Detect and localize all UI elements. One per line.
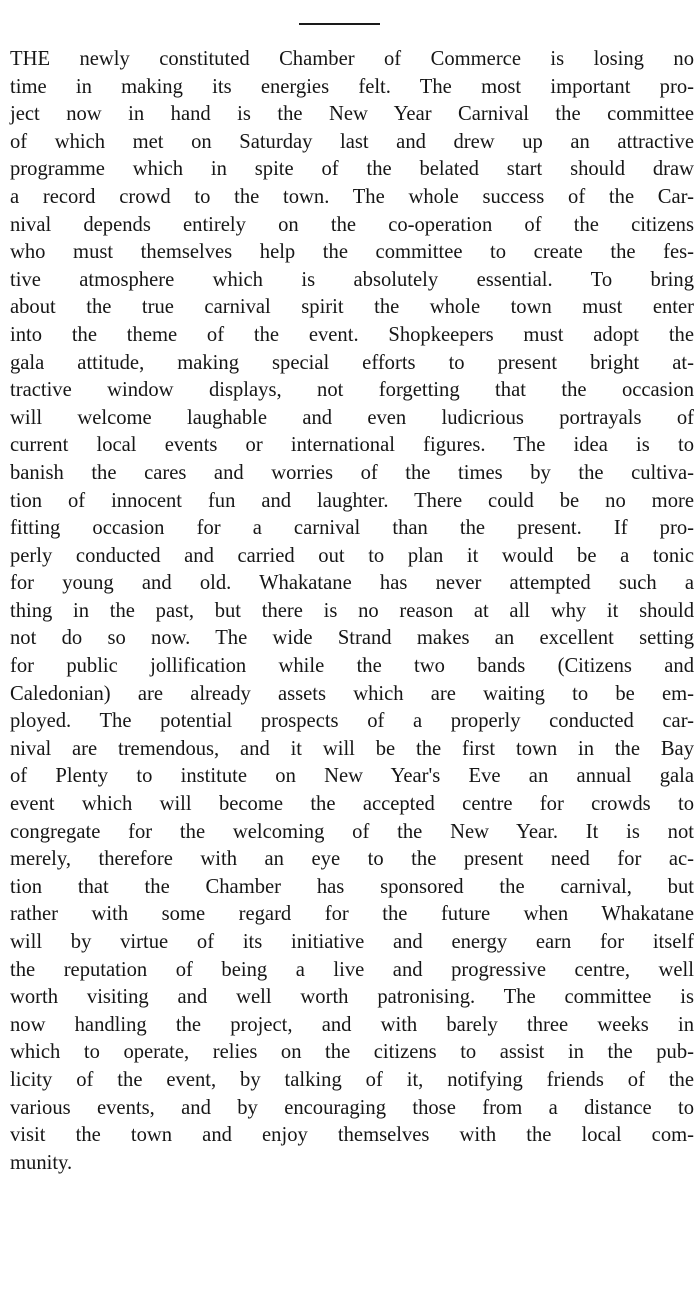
article-line: of Plenty to institute on New Year's Eve an annual gala <box>10 765 694 788</box>
article-line: will welcome laughable and even ludicrious portrayals of <box>10 406 694 429</box>
article-line: rather with some regard for the future when Whakatane <box>10 903 694 926</box>
article-line: Caledonian) are already assets which are waiting to be em- <box>10 682 694 705</box>
article-line: which to operate, relies on the citizens to assist in the pub- <box>10 1041 694 1064</box>
article-line: about the true carnival spirit the whole town must enter <box>10 296 694 319</box>
article-line: licity of the event, by talking of it, notifying friends of the <box>10 1068 694 1091</box>
article-line: time in making its energies felt. The most important pro- <box>10 75 694 98</box>
article-line: perly conducted and carried out to plan it would be a tonic <box>10 544 694 567</box>
article-line: tion that the Chamber has sponsored the carnival, but <box>10 875 694 898</box>
article-line: now handling the project, and with barely three weeks in <box>10 1013 694 1036</box>
article-line: various events, and by encouraging those from a distance to <box>10 1096 694 1119</box>
article-line: current local events or international figures. The idea is to <box>10 434 694 457</box>
article-line: tive atmosphere which is absolutely essential. To bring <box>10 268 694 291</box>
article-line: programme which in spite of the belated start should draw <box>10 158 694 181</box>
article-line: banish the cares and worries of the times by the cultiva- <box>10 461 694 484</box>
article-line: who must themselves help the committee to create the fes- <box>10 241 694 264</box>
article-line: worth visiting and well worth patronising. The committee is <box>10 986 694 1009</box>
article-line: congregate for the welcoming of the New Year. It is not <box>10 820 694 843</box>
article-line: fitting occasion for a carnival than the present. If pro- <box>10 517 694 540</box>
article-line: the reputation of being a live and progressive centre, well <box>10 958 694 981</box>
article-line: ployed. The potential prospects of a properly conducted car- <box>10 710 694 733</box>
article-line: for public jollification while the two bands (Citizens and <box>10 655 694 678</box>
article-line: for young and old. Whakatane has never attempted such a <box>10 572 694 595</box>
article-line: of which met on Saturday last and drew up an attractive <box>10 130 694 153</box>
article-line: tractive window displays, not forgetting that the occasion <box>10 379 694 402</box>
article-line: THE newly constituted Chamber of Commerce is losing no <box>10 48 694 70</box>
article-line: gala attitude, making special efforts to present bright at- <box>10 351 694 374</box>
article-line: munity. <box>10 1151 73 1174</box>
article-line: into the theme of the event. Shopkeepers must adopt the <box>10 323 694 346</box>
article-line: event which will become the accepted centre for crowds to <box>10 793 694 816</box>
article-line: will by virtue of its initiative and energy earn for itself <box>10 931 694 953</box>
article-line: nival are tremendous, and it will be the first town in the Bay <box>10 737 694 760</box>
article-line: tion of innocent fun and laughter. There could be no more <box>10 489 694 512</box>
article-line: nival depends entirely on the co-operation of the citizens <box>10 213 694 236</box>
article-line: not do so now. The wide Strand makes an excellent setting <box>10 627 694 650</box>
article-line: merely, therefore with an eye to the present need for ac- <box>10 848 694 871</box>
article-line: a record crowd to the town. The whole success of the Car- <box>10 185 694 208</box>
article-line: ject now in hand is the New Year Carnival the committee <box>10 103 694 126</box>
article-body <box>10 46 694 1177</box>
article-line: visit the town and enjoy themselves with the local com- <box>10 1124 694 1147</box>
header-rule <box>299 23 380 25</box>
article-line: thing in the past, but there is no reason at all why it should <box>10 599 694 622</box>
